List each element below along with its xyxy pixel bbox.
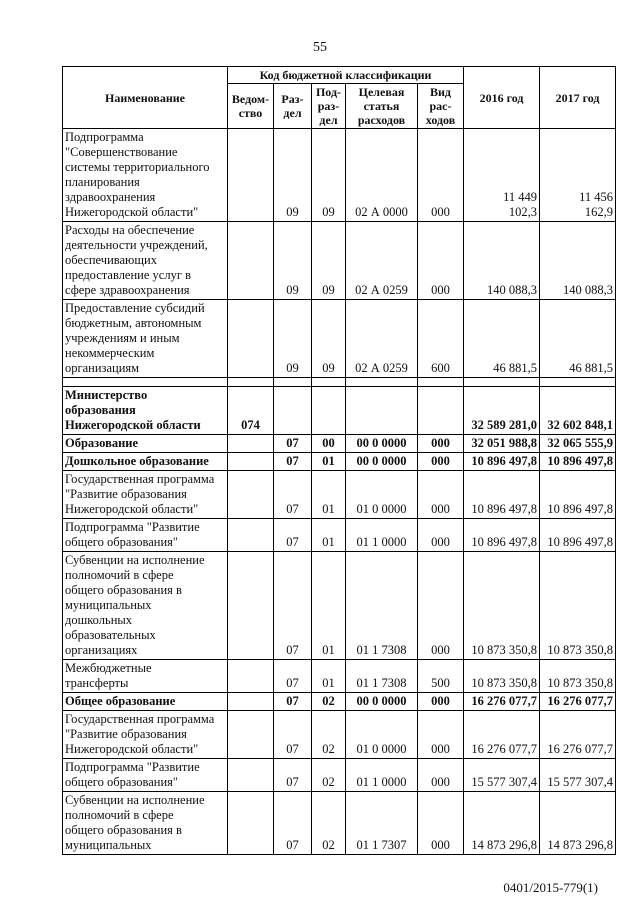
row-name-cell: Предоставление субсидий бюджетным, автономным учреждениям и иным некоммерческим организациям bbox=[63, 300, 228, 378]
amount-2016-cell: 16 276 077,7 bbox=[464, 711, 540, 759]
table-row bbox=[63, 435, 616, 453]
table-header bbox=[63, 67, 616, 129]
expense-type-cell: 000 bbox=[418, 222, 464, 300]
podrazdel-cell bbox=[312, 387, 346, 435]
amount-2017-cell: 14 873 296,8 bbox=[540, 792, 616, 855]
podrazdel-cell: 00 bbox=[312, 435, 346, 453]
target-article-cell: 01 1 7307 bbox=[346, 792, 418, 855]
page-number: 55 bbox=[313, 40, 327, 55]
header-razdel: Раз- дел bbox=[274, 84, 312, 129]
ved-cell bbox=[228, 222, 274, 300]
expense-type-cell: 600 bbox=[418, 300, 464, 378]
razdel-cell: 07 bbox=[274, 471, 312, 519]
header-code-group: Код бюджетной классификации bbox=[228, 67, 464, 84]
podrazdel-cell: 01 bbox=[312, 519, 346, 552]
table-row bbox=[63, 129, 616, 222]
spacer-cell bbox=[346, 378, 418, 387]
podrazdel-cell: 02 bbox=[312, 693, 346, 711]
target-article-cell: 02 А 0000 bbox=[346, 129, 418, 222]
spacer-cell bbox=[274, 378, 312, 387]
expense-type-cell: 000 bbox=[418, 453, 464, 471]
table-row bbox=[63, 300, 616, 378]
amount-2017-cell: 16 276 077,7 bbox=[540, 693, 616, 711]
ved-cell bbox=[228, 471, 274, 519]
amount-2016-cell: 10 873 350,8 bbox=[464, 660, 540, 693]
row-name-cell: Общее образование bbox=[63, 693, 228, 711]
header-name: Наименование bbox=[63, 67, 228, 129]
expense-type-cell: 000 bbox=[418, 693, 464, 711]
target-article-cell: 01 1 0000 bbox=[346, 759, 418, 792]
expense-type-cell bbox=[418, 387, 464, 435]
target-article-cell: 01 1 7308 bbox=[346, 660, 418, 693]
target-article-cell: 00 0 0000 bbox=[346, 453, 418, 471]
amount-2016-cell: 10 873 350,8 bbox=[464, 552, 540, 660]
amount-2017-cell: 10 873 350,8 bbox=[540, 660, 616, 693]
spacer-cell bbox=[418, 378, 464, 387]
table-row bbox=[63, 387, 616, 435]
razdel-cell: 07 bbox=[274, 552, 312, 660]
budget-table bbox=[62, 66, 616, 855]
ved-cell bbox=[228, 693, 274, 711]
amount-2016-cell: 14 873 296,8 bbox=[464, 792, 540, 855]
header-csr: Целевая статья расходов bbox=[346, 84, 418, 129]
table-row bbox=[63, 471, 616, 519]
podrazdel-cell: 01 bbox=[312, 453, 346, 471]
amount-2016-cell: 140 088,3 bbox=[464, 222, 540, 300]
target-article-cell: 02 А 0259 bbox=[346, 300, 418, 378]
amount-2016-cell: 46 881,5 bbox=[464, 300, 540, 378]
expense-type-cell: 000 bbox=[418, 711, 464, 759]
amount-2017-cell: 32 065 555,9 bbox=[540, 435, 616, 453]
ved-cell bbox=[228, 300, 274, 378]
ved-cell bbox=[228, 129, 274, 222]
podrazdel-cell: 01 bbox=[312, 552, 346, 660]
razdel-cell: 07 bbox=[274, 519, 312, 552]
spacer-cell bbox=[540, 378, 616, 387]
target-article-cell: 00 0 0000 bbox=[346, 693, 418, 711]
spacer-cell bbox=[312, 378, 346, 387]
podrazdel-cell: 01 bbox=[312, 471, 346, 519]
row-name-cell: Подпрограмма "Развитие общего образования" bbox=[63, 519, 228, 552]
row-name-cell: Подпрограмма "Развитие общего образования" bbox=[63, 759, 228, 792]
podrazdel-cell: 01 bbox=[312, 660, 346, 693]
header-2016: 2016 год bbox=[464, 67, 540, 129]
amount-2016-cell: 10 896 497,8 bbox=[464, 453, 540, 471]
razdel-cell: 07 bbox=[274, 435, 312, 453]
row-name-cell: Государственная программа "Развитие образования Нижегородской области" bbox=[63, 711, 228, 759]
header-vid: Вид рас- ходов bbox=[418, 84, 464, 129]
spacer-cell bbox=[228, 378, 274, 387]
row-name-cell: Государственная программа "Развитие образования Нижегородской области" bbox=[63, 471, 228, 519]
amount-2017-cell: 140 088,3 bbox=[540, 222, 616, 300]
amount-2017-cell: 32 602 848,1 bbox=[540, 387, 616, 435]
table-body bbox=[63, 129, 616, 855]
podrazdel-cell: 02 bbox=[312, 759, 346, 792]
ved-cell bbox=[228, 435, 274, 453]
target-article-cell: 00 0 0000 bbox=[346, 435, 418, 453]
expense-type-cell: 000 bbox=[418, 759, 464, 792]
razdel-cell: 07 bbox=[274, 660, 312, 693]
target-article-cell: 01 0 0000 bbox=[346, 471, 418, 519]
razdel-cell bbox=[274, 387, 312, 435]
row-name-cell: Министерство образования Нижегородской области bbox=[63, 387, 228, 435]
table-row bbox=[63, 660, 616, 693]
ved-cell bbox=[228, 660, 274, 693]
target-article-cell: 02 А 0259 bbox=[346, 222, 418, 300]
razdel-cell: 09 bbox=[274, 300, 312, 378]
amount-2017-cell: 46 881,5 bbox=[540, 300, 616, 378]
amount-2017-cell: 10 896 497,8 bbox=[540, 453, 616, 471]
target-article-cell: 01 1 7308 bbox=[346, 552, 418, 660]
razdel-cell: 07 bbox=[274, 693, 312, 711]
podrazdel-cell: 09 bbox=[312, 222, 346, 300]
expense-type-cell: 500 bbox=[418, 660, 464, 693]
ved-cell bbox=[228, 759, 274, 792]
row-name-cell: Субвенции на исполнение полномочий в сфере общего образования в муниципальных дошкольных образовательных организациях bbox=[63, 552, 228, 660]
header-podrazdel: Под- раз- дел bbox=[312, 84, 346, 129]
table-row bbox=[63, 759, 616, 792]
ved-cell bbox=[228, 519, 274, 552]
row-name-cell: Субвенции на исполнение полномочий в сфере общего образования в муниципальных bbox=[63, 792, 228, 855]
table-row bbox=[63, 453, 616, 471]
table-row bbox=[63, 222, 616, 300]
expense-type-cell: 000 bbox=[418, 471, 464, 519]
ved-cell bbox=[228, 453, 274, 471]
amount-2017-cell: 10 896 497,8 bbox=[540, 471, 616, 519]
amount-2017-cell: 11 456 162,9 bbox=[540, 129, 616, 222]
table-row bbox=[63, 552, 616, 660]
row-name-cell: Образование bbox=[63, 435, 228, 453]
podrazdel-cell: 09 bbox=[312, 300, 346, 378]
amount-2016-cell: 32 589 281,0 bbox=[464, 387, 540, 435]
ved-cell bbox=[228, 792, 274, 855]
ved-cell bbox=[228, 711, 274, 759]
podrazdel-cell: 09 bbox=[312, 129, 346, 222]
razdel-cell: 09 bbox=[274, 222, 312, 300]
target-article-cell: 01 0 0000 bbox=[346, 711, 418, 759]
amount-2016-cell: 15 577 307,4 bbox=[464, 759, 540, 792]
target-article-cell bbox=[346, 387, 418, 435]
amount-2016-cell: 32 051 988,8 bbox=[464, 435, 540, 453]
row-name-cell: Дошкольное образование bbox=[63, 453, 228, 471]
row-name-cell: Расходы на обеспечение деятельности учреждений, обеспечивающих предоставление услуг в сфере здравоохранения bbox=[63, 222, 228, 300]
table-row bbox=[63, 519, 616, 552]
table-row bbox=[63, 711, 616, 759]
razdel-cell: 09 bbox=[274, 129, 312, 222]
expense-type-cell: 000 bbox=[418, 435, 464, 453]
table-row bbox=[63, 792, 616, 855]
expense-type-cell: 000 bbox=[418, 129, 464, 222]
razdel-cell: 07 bbox=[274, 792, 312, 855]
amount-2016-cell: 10 896 497,8 bbox=[464, 519, 540, 552]
table-row bbox=[63, 693, 616, 711]
table-spacer-row bbox=[63, 378, 616, 387]
razdel-cell: 07 bbox=[274, 759, 312, 792]
document-number: 0401/2015-779(1) bbox=[503, 880, 598, 895]
amount-2017-cell: 10 873 350,8 bbox=[540, 552, 616, 660]
razdel-cell: 07 bbox=[274, 711, 312, 759]
ved-cell bbox=[228, 552, 274, 660]
ved-cell: 074 bbox=[228, 387, 274, 435]
amount-2016-cell: 10 896 497,8 bbox=[464, 471, 540, 519]
header-2017: 2017 год bbox=[540, 67, 616, 129]
header-ved: Ведом- ство bbox=[228, 84, 274, 129]
razdel-cell: 07 bbox=[274, 453, 312, 471]
amount-2017-cell: 16 276 077,7 bbox=[540, 711, 616, 759]
target-article-cell: 01 1 0000 bbox=[346, 519, 418, 552]
row-name-cell: Межбюджетные трансферты bbox=[63, 660, 228, 693]
amount-2016-cell: 16 276 077,7 bbox=[464, 693, 540, 711]
spacer-cell bbox=[63, 378, 228, 387]
expense-type-cell: 000 bbox=[418, 792, 464, 855]
podrazdel-cell: 02 bbox=[312, 792, 346, 855]
amount-2017-cell: 15 577 307,4 bbox=[540, 759, 616, 792]
amount-2016-cell: 11 449 102,3 bbox=[464, 129, 540, 222]
amount-2017-cell: 10 896 497,8 bbox=[540, 519, 616, 552]
podrazdel-cell: 02 bbox=[312, 711, 346, 759]
expense-type-cell: 000 bbox=[418, 519, 464, 552]
expense-type-cell: 000 bbox=[418, 552, 464, 660]
row-name-cell: Подпрограмма "Совершенствование системы территориального планирования здравоохранения Нижегородской области" bbox=[63, 129, 228, 222]
spacer-cell bbox=[464, 378, 540, 387]
